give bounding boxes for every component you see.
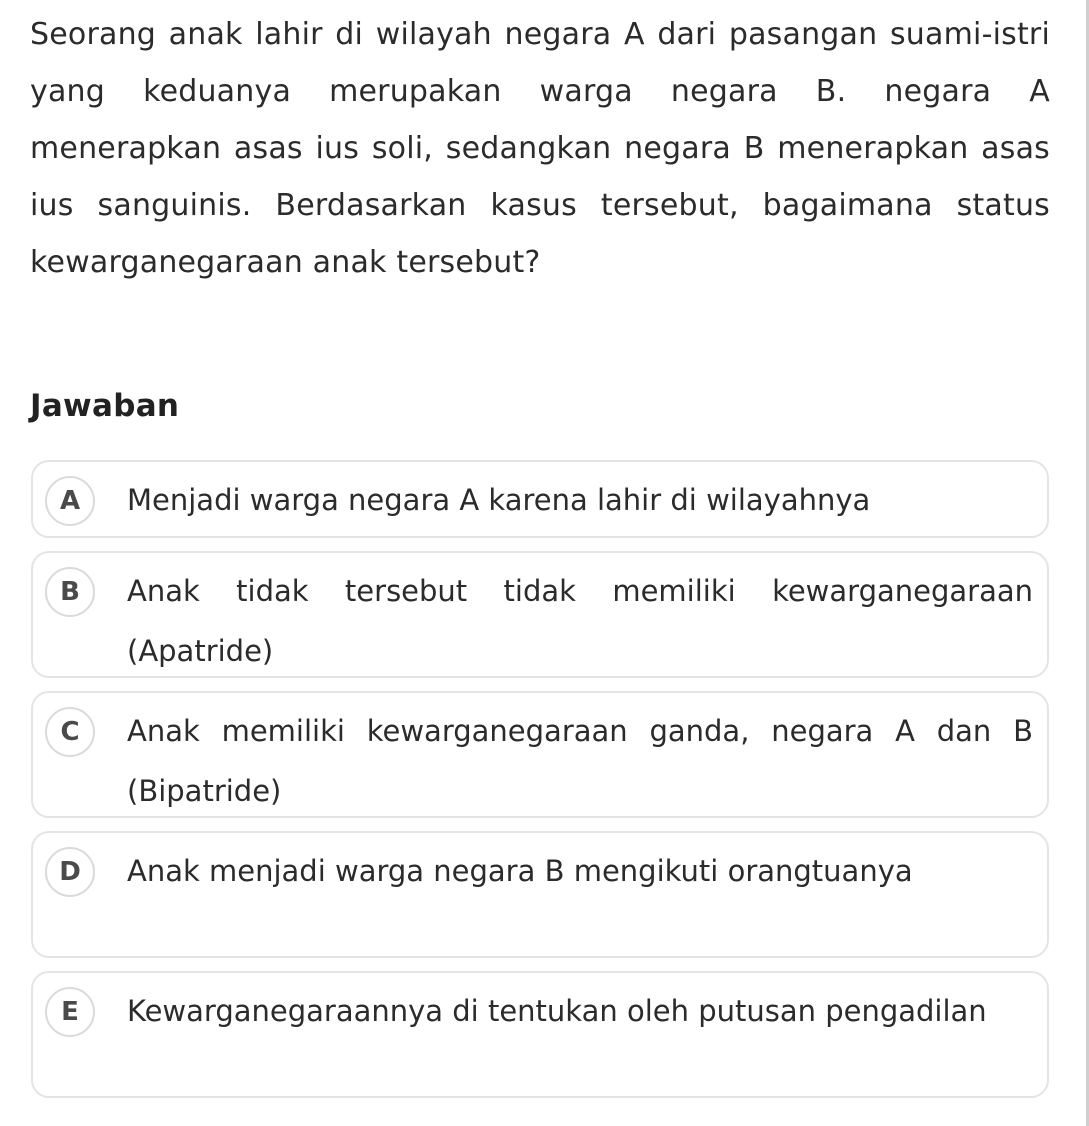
- option-letter-badge: C: [45, 707, 95, 757]
- option-text: Kewarganegaraannya di tentukan oleh putusan pengadilan: [127, 994, 987, 1028]
- answer-heading: Jawaban: [30, 388, 180, 424]
- option-letter-badge: A: [45, 476, 95, 526]
- question-text: Seorang anak lahir di wilayah negara A dari pasangan suami-istri yang keduanya merupakan warga negara B. negara A menerapkan asas ius soli, sedangkan negara B menerapkan asas ius sanguinis. Berdasarkan kasus tersebut, bagaimana status kewarganegaraan anak tersebut?: [30, 17, 1050, 280]
- option-c[interactable]: [31, 691, 1049, 818]
- option-b[interactable]: [31, 551, 1049, 678]
- option-e[interactable]: [31, 971, 1049, 1098]
- option-text: Anak menjadi warga negara B mengikuti orangtuanya: [127, 854, 913, 888]
- option-a[interactable]: [31, 460, 1049, 538]
- option-text: Anak tidak tersebut tidak memiliki kewarganegaraan (Apatride): [127, 574, 1033, 668]
- option-text: Menjadi warga negara A karena lahir di wilayahnya: [127, 483, 871, 517]
- option-letter-badge: B: [45, 567, 95, 617]
- option-d[interactable]: [31, 831, 1049, 958]
- option-text: Anak memiliki kewarganegaraan ganda, negara A dan B (Bipatride): [127, 714, 1033, 808]
- option-letter-badge: D: [45, 847, 95, 897]
- option-letter-badge: E: [45, 987, 95, 1037]
